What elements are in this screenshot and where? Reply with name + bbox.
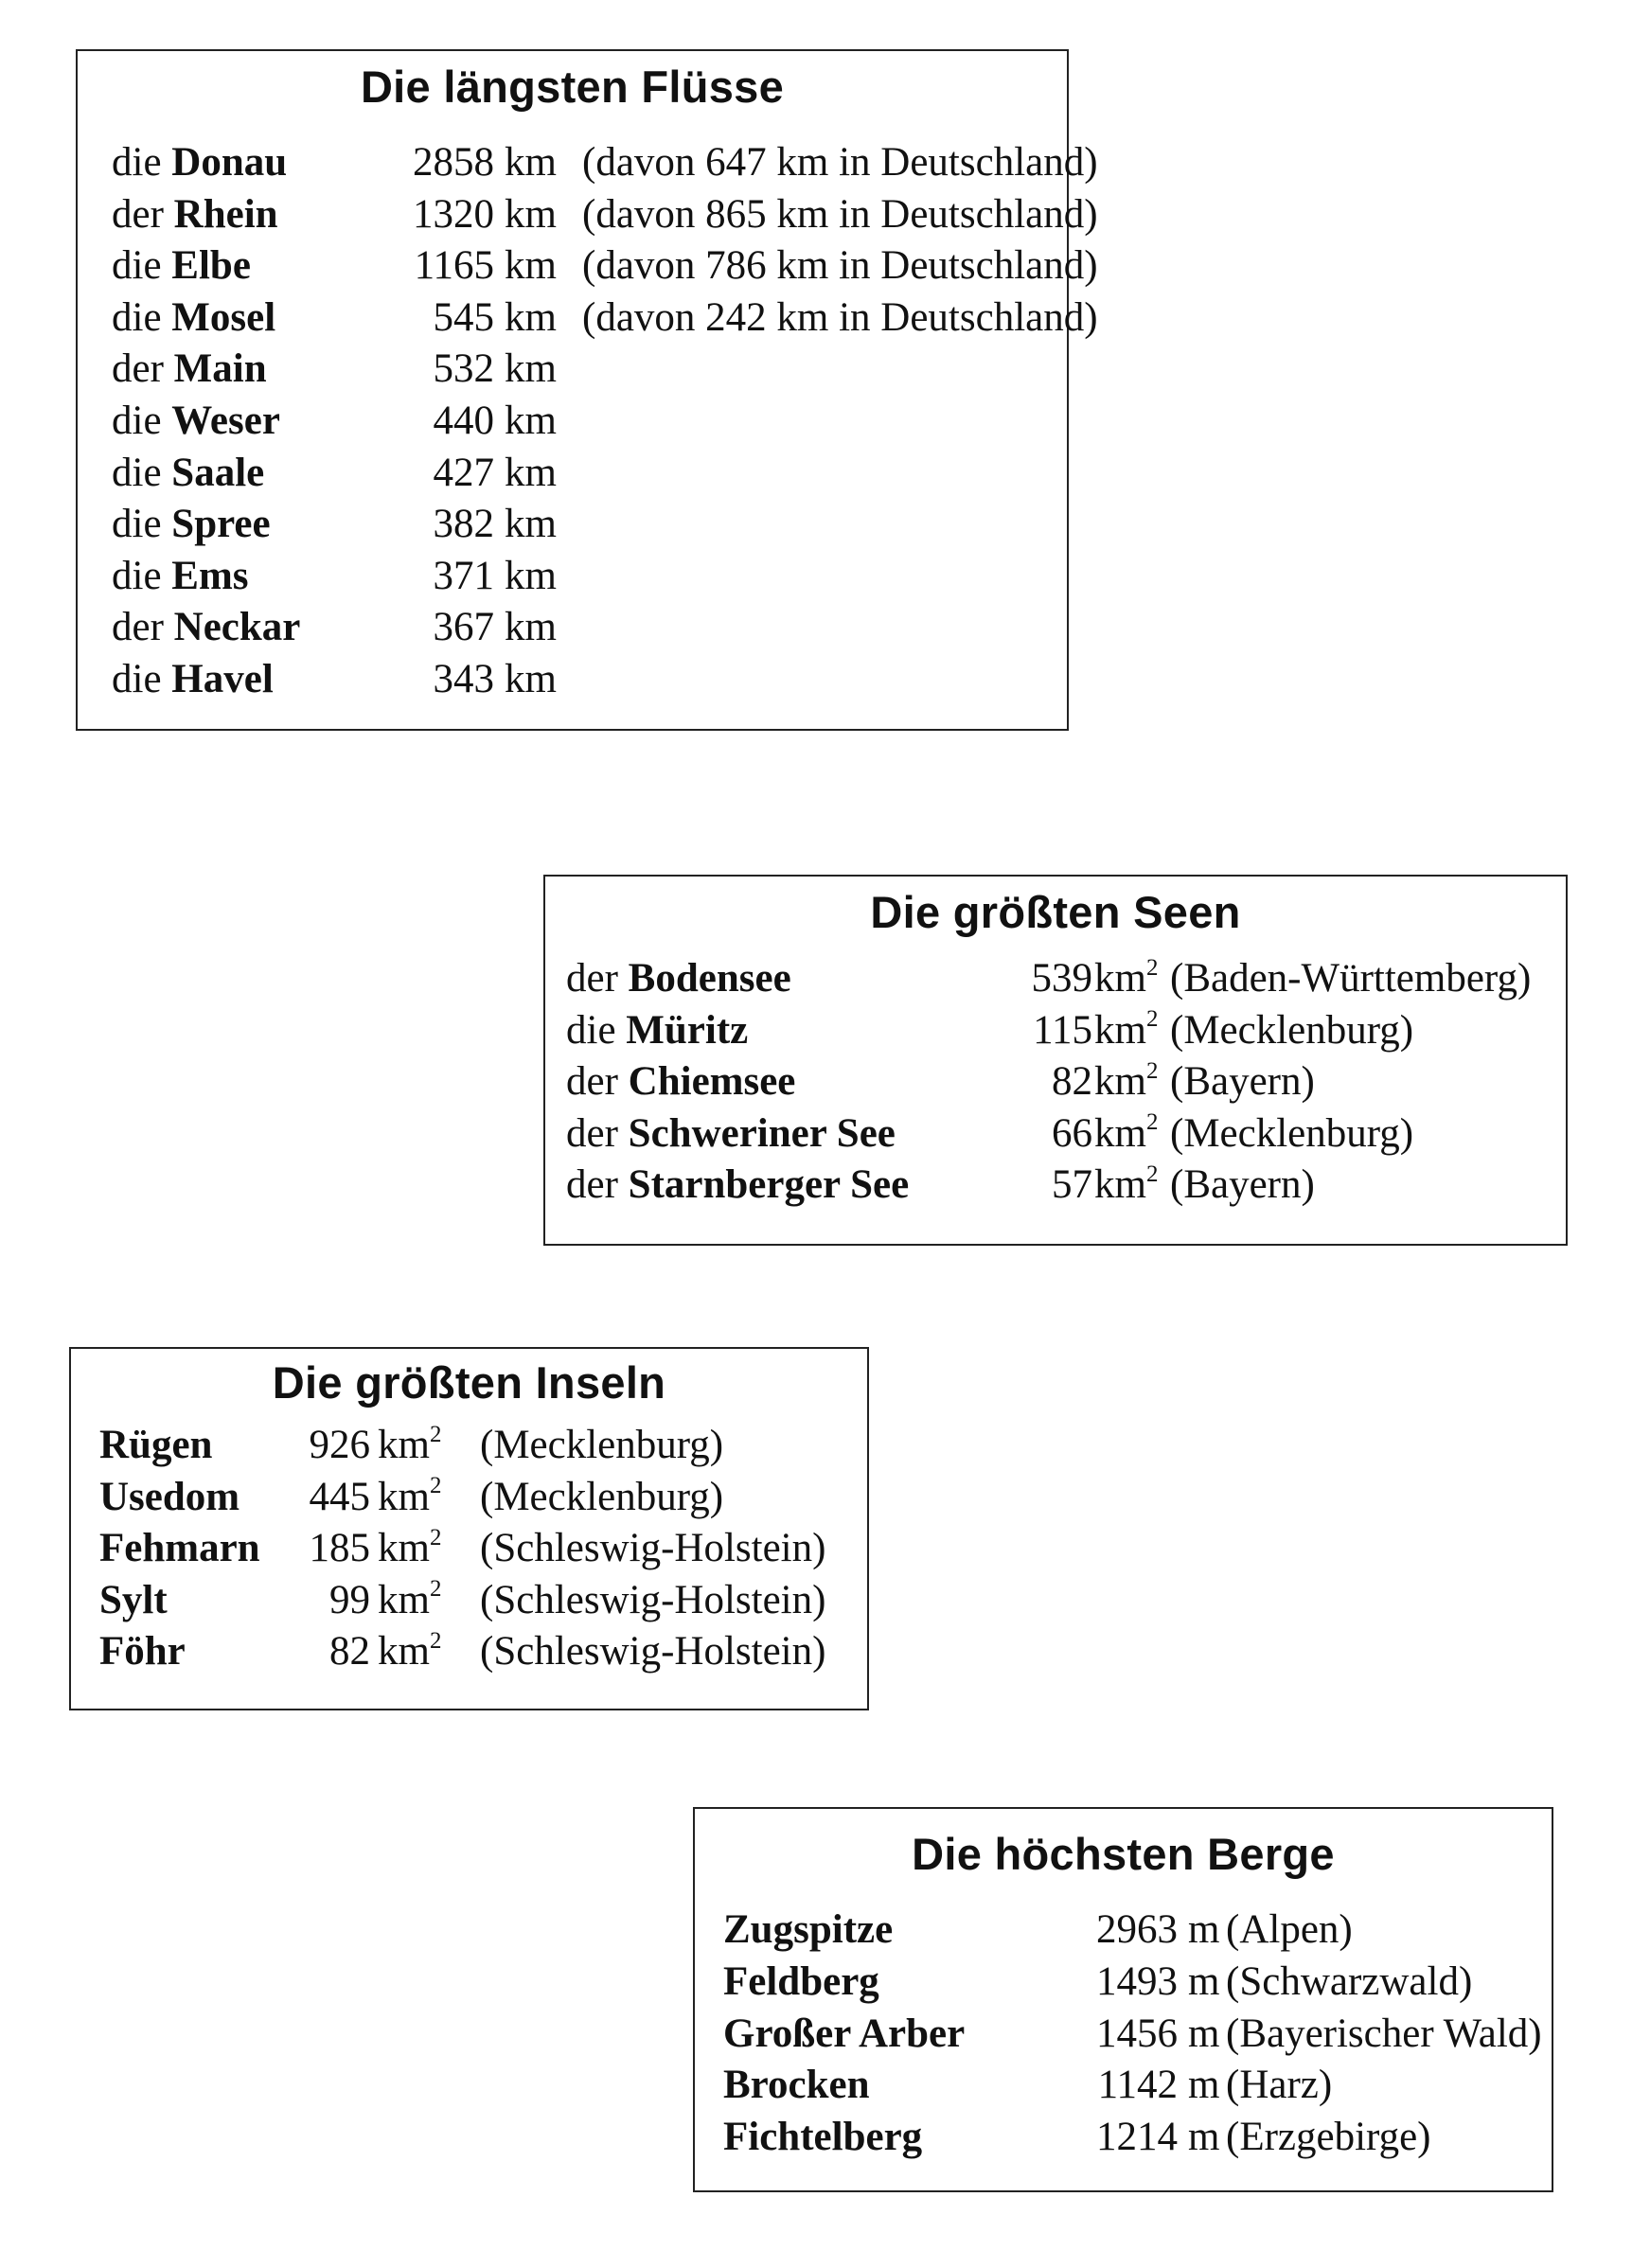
unit-base: km [1094, 1007, 1146, 1053]
name-cell [112, 601, 300, 653]
table-row [695, 1904, 1552, 1956]
unit-cell: km [505, 140, 557, 185]
table-row [78, 550, 1067, 602]
value-cell: 382 [433, 502, 494, 547]
name-label: Fehmarn [99, 1526, 260, 1570]
note-cell: (Baden-Württemberg) [1170, 956, 1532, 1001]
unit-cell [378, 1419, 441, 1471]
note-cell: (Schleswig-Holstein) [480, 1629, 826, 1674]
unit-base: km [1094, 1059, 1146, 1104]
unit-base: km [378, 1423, 430, 1467]
note-cell: (Mecklenburg) [480, 1474, 724, 1519]
name-label: Rügen [99, 1423, 213, 1467]
name-label: Großer Arber [723, 2011, 966, 2056]
table-row [78, 188, 1098, 240]
value-cell: 2858 [413, 140, 494, 185]
lakes-title: Die größten Seen [870, 887, 1241, 937]
lakes-table [543, 875, 1568, 1246]
name-cell [99, 1522, 260, 1574]
unit-base: km [1094, 1110, 1146, 1156]
unit-base: km [378, 1526, 430, 1570]
unit-cell: m [1188, 2011, 1220, 2056]
name-cell [566, 952, 791, 1004]
value-cell: 1165 [414, 243, 494, 289]
unit-exponent: 2 [429, 1473, 442, 1499]
name-label: Ems [171, 553, 249, 598]
value-cell: 371 [433, 553, 494, 598]
name-cell [99, 1419, 212, 1471]
name-label: Saale [171, 450, 265, 495]
unit-base: km [378, 1629, 430, 1674]
table-row [78, 136, 1098, 188]
article: der [566, 1059, 618, 1104]
table-row [78, 239, 1098, 292]
name-label: Zugspitze [723, 1907, 894, 1952]
name-cell [112, 550, 249, 602]
table-row [78, 601, 1067, 653]
article: die [112, 450, 162, 495]
value-cell: 99 [329, 1577, 370, 1622]
table-row [695, 2111, 1552, 2163]
table-row [545, 1055, 1566, 1107]
unit-cell [1094, 952, 1158, 1004]
value-cell: 427 [433, 450, 494, 495]
unit-exponent: 2 [1145, 1006, 1159, 1033]
islands-table [69, 1347, 869, 1710]
table-row [71, 1574, 867, 1626]
table-row [71, 1419, 867, 1471]
name-label: Schweriner See [628, 1110, 896, 1156]
name-label: Brocken [723, 2063, 870, 2108]
unit-cell: km [505, 243, 557, 289]
article: die [112, 657, 162, 701]
value-cell: 343 [433, 657, 494, 701]
note-cell: (davon 242 km in Deutschland) [582, 294, 1098, 340]
unit-cell: m [1188, 1958, 1220, 2004]
table-row [71, 1522, 867, 1574]
name-cell [723, 2111, 922, 2163]
table-row [78, 653, 1067, 705]
unit-exponent: 2 [1145, 1161, 1159, 1187]
note-cell: (Mecklenburg) [1170, 1007, 1414, 1053]
table-row [78, 447, 1067, 499]
name-label: Bodensee [628, 956, 791, 1001]
value-cell: 82 [1052, 1059, 1092, 1104]
name-label: Neckar [173, 605, 301, 650]
article: der [566, 1110, 618, 1156]
value-cell: 545 [433, 294, 494, 340]
unit-cell: km [505, 294, 557, 340]
article: der [112, 605, 164, 650]
unit-cell [378, 1574, 441, 1626]
unit-cell [378, 1522, 441, 1574]
value-cell: 82 [329, 1629, 370, 1674]
unit-base: km [378, 1577, 430, 1622]
table-row [695, 2059, 1552, 2111]
table-row [545, 1159, 1566, 1211]
unit-cell: km [505, 553, 557, 598]
unit-cell: km [505, 399, 557, 443]
unit-base: km [378, 1474, 430, 1519]
note-cell: (Bayern) [1170, 1059, 1315, 1104]
article: die [566, 1007, 616, 1053]
name-cell [566, 1004, 748, 1056]
unit-cell [1094, 1107, 1158, 1160]
name-cell [99, 1471, 240, 1523]
name-label: Müritz [626, 1007, 749, 1053]
name-label: Fichtelberg [723, 2115, 923, 2160]
unit-cell: km [505, 450, 557, 495]
value-cell: 115 [1033, 1007, 1092, 1053]
value-cell: 926 [309, 1423, 370, 1467]
unit-exponent: 2 [429, 1421, 442, 1447]
name-label: Rhein [173, 191, 278, 237]
unit-exponent: 2 [1145, 1057, 1159, 1084]
name-label: Weser [171, 399, 280, 443]
table-row [545, 952, 1566, 1004]
article: der [566, 956, 618, 1001]
value-cell: 367 [433, 605, 494, 650]
unit-cell: km [505, 605, 557, 650]
name-cell [99, 1625, 186, 1677]
table-row [71, 1471, 867, 1523]
name-label: Starnberger See [628, 1162, 910, 1207]
value-cell: 1456 [1096, 2011, 1178, 2056]
value-cell: 1320 [413, 191, 494, 237]
article: die [112, 294, 162, 340]
value-cell: 440 [433, 399, 494, 443]
unit-exponent: 2 [1145, 954, 1159, 981]
name-label: Mosel [171, 294, 276, 340]
note-cell: (Harz) [1226, 2063, 1333, 2108]
note-cell: (Schwarzwald) [1226, 1958, 1473, 2004]
value-cell: 539 [1031, 956, 1092, 1001]
name-cell [723, 1904, 893, 1956]
table-row [695, 2008, 1552, 2060]
name-label: Föhr [99, 1629, 186, 1674]
value-cell: 66 [1052, 1110, 1092, 1156]
name-cell [112, 447, 264, 499]
unit-cell [1094, 1159, 1158, 1211]
name-cell [112, 395, 280, 447]
name-label: Donau [171, 140, 288, 185]
table-row [71, 1625, 867, 1677]
unit-cell: m [1188, 2115, 1220, 2160]
name-label: Havel [171, 657, 274, 701]
article: der [112, 346, 164, 392]
value-cell: 445 [309, 1474, 370, 1519]
unit-exponent: 2 [429, 1524, 442, 1550]
unit-base: km [1094, 1162, 1146, 1207]
table-row [78, 498, 1067, 550]
table-row [78, 343, 1067, 395]
article: die [112, 399, 162, 443]
article: der [112, 191, 164, 237]
note-cell: (Erzgebirge) [1226, 2115, 1431, 2160]
value-cell: 57 [1052, 1162, 1092, 1207]
name-label: Spree [171, 502, 271, 547]
unit-cell: km [505, 346, 557, 392]
name-cell [723, 1956, 879, 2008]
table-row [545, 1107, 1566, 1160]
name-cell [723, 2059, 870, 2111]
unit-cell: m [1188, 1907, 1220, 1952]
note-cell: (davon 865 km in Deutschland) [582, 191, 1098, 237]
value-cell: 532 [433, 346, 494, 392]
unit-base: km [1094, 956, 1146, 1001]
mountains-title: Die höchsten Berge [912, 1829, 1335, 1879]
unit-cell: m [1188, 2063, 1220, 2108]
table-row [695, 1956, 1552, 2008]
note-cell: (Schleswig-Holstein) [480, 1526, 826, 1570]
note-cell: (davon 647 km in Deutschland) [582, 140, 1098, 185]
name-cell [112, 292, 275, 344]
value-cell: 1214 [1096, 2115, 1178, 2160]
table-row [545, 1004, 1566, 1056]
unit-cell [378, 1625, 441, 1677]
article: der [566, 1162, 618, 1207]
name-cell [723, 2008, 965, 2060]
name-label: Chiemsee [628, 1059, 796, 1104]
unit-cell [378, 1471, 441, 1523]
unit-cell: km [505, 502, 557, 547]
rivers-table [76, 49, 1098, 731]
value-cell: 1142 [1097, 2063, 1178, 2108]
article: die [112, 140, 162, 185]
name-cell [566, 1055, 795, 1107]
unit-cell [1094, 1004, 1158, 1056]
note-cell: (Mecklenburg) [480, 1423, 724, 1467]
mountains-table [693, 1807, 1553, 2192]
unit-exponent: 2 [1145, 1109, 1159, 1136]
name-cell [566, 1159, 909, 1211]
article: die [112, 502, 162, 547]
name-cell [112, 239, 251, 292]
name-cell [112, 653, 274, 705]
note-cell: (Bayerischer Wald) [1226, 2011, 1542, 2056]
note-cell: (Mecklenburg) [1170, 1110, 1414, 1156]
rivers-title: Die längsten Flüsse [360, 62, 785, 112]
unit-cell [1094, 1055, 1158, 1107]
value-cell: 2963 [1096, 1907, 1178, 1952]
name-cell [112, 498, 271, 550]
unit-cell: km [505, 657, 557, 701]
islands-title: Die größten Inseln [272, 1357, 666, 1408]
note-cell: (Alpen) [1226, 1907, 1353, 1952]
name-label: Main [173, 346, 267, 392]
unit-exponent: 2 [429, 1576, 442, 1603]
value-cell: 185 [309, 1526, 370, 1570]
article: die [112, 243, 162, 289]
name-label: Feldberg [723, 1958, 879, 2004]
note-cell: (Bayern) [1170, 1162, 1315, 1207]
name-label: Elbe [171, 243, 251, 289]
note-cell: (davon 786 km in Deutschland) [582, 243, 1098, 289]
article: die [112, 553, 162, 598]
name-cell [112, 188, 278, 240]
table-row [78, 395, 1067, 447]
name-label: Usedom [99, 1474, 240, 1519]
name-cell [99, 1574, 168, 1626]
name-cell [112, 343, 267, 395]
table-row [78, 292, 1098, 344]
name-cell [112, 136, 287, 188]
value-cell: 1493 [1096, 1958, 1178, 2004]
name-cell [566, 1107, 896, 1160]
name-label: Sylt [99, 1577, 168, 1622]
unit-exponent: 2 [429, 1627, 442, 1654]
unit-cell: km [505, 191, 557, 237]
note-cell: (Schleswig-Holstein) [480, 1577, 826, 1622]
